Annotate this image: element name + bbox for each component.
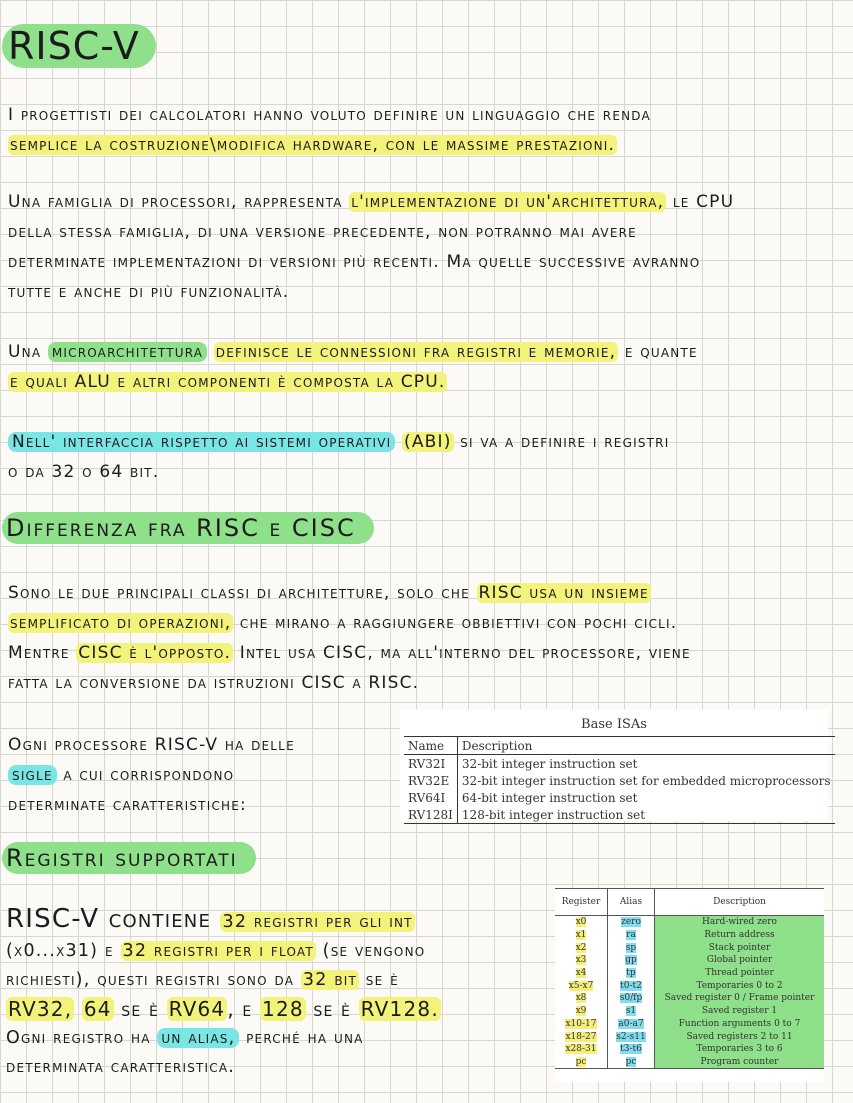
- reg-header-description: Description: [655, 889, 825, 916]
- base-isa-table: [400, 709, 831, 822]
- reg-highlight-rv64: RV64: [168, 997, 226, 1021]
- reg-cell-alias: pc: [625, 1056, 637, 1067]
- table-row: [404, 806, 835, 824]
- reg-header-alias: Alias: [608, 889, 655, 916]
- reg-cell-register: x1: [575, 930, 587, 941]
- micro-highlight-line2: e quali ALU e altri componenti è composta la CPU.: [10, 372, 446, 392]
- section-heading-differenza: Differenza fra RISC e CISC: [2, 512, 374, 544]
- reg-cell-description: Saved registers 2 to 11: [655, 1030, 825, 1043]
- reg-highlight-int: 32 registri per gli int: [222, 912, 413, 932]
- reg-cell-alias: gp: [625, 955, 637, 966]
- micro-text-1: Una: [8, 342, 42, 362]
- reg-cell-description: Return address: [655, 929, 825, 942]
- reg-text-9: Ogni registro ha: [6, 1028, 158, 1048]
- micro-highlight-def: definisce le connessioni fra registri e memorie,: [215, 342, 617, 362]
- reg-cell-description: Saved register 1: [655, 1005, 825, 1018]
- micro-text-2: e quante: [618, 342, 698, 362]
- reg-text-7: , e: [227, 997, 261, 1021]
- section-heading-registri: Registri supportati: [2, 842, 256, 874]
- isa-header-description: Description: [457, 737, 834, 755]
- sigle-line-1: Ogni processore RISC-V ha delle: [8, 735, 295, 755]
- reg-cell-register: pc: [575, 1056, 587, 1067]
- family-line-3: determinate implementazioni di versioni più recenti. Ma quelle successive avranno: [8, 252, 701, 272]
- abi-term: (ABI): [404, 432, 452, 452]
- isa-cell-description: 128-bit integer instruction set: [457, 806, 834, 824]
- reg-line-6: determinata caratteristica.: [6, 1057, 236, 1077]
- reg-cell-alias: a0-a7: [618, 1018, 644, 1029]
- family-line-4: tutte e anche di più funzionalità.: [8, 282, 290, 302]
- table-row: [555, 929, 824, 942]
- reg-text-3: (se vengono: [315, 941, 426, 961]
- reg-cell-register: x9: [575, 1006, 587, 1017]
- intro-highlight: semplice la costruzione\modifica hardware, con le massime prestazioni.: [10, 135, 616, 155]
- table-row: [404, 789, 835, 806]
- reg-text-2: (x0...x31) e: [6, 941, 121, 961]
- abi-paragraph: [8, 427, 853, 487]
- table-row: [404, 755, 835, 773]
- reg-cell-register: x2: [575, 942, 587, 953]
- isa-cell-name: RV32I: [404, 755, 457, 773]
- reg-highlight-128: 128: [262, 997, 304, 1021]
- reg-cell-register: x18-27: [565, 1031, 597, 1042]
- reg-highlight-alias: un alias,: [157, 1028, 239, 1048]
- reg-cell-description: Hard-wired zero: [655, 916, 825, 929]
- intro-paragraph: [8, 100, 848, 160]
- isa-cell-description: 32-bit integer instruction set: [461, 756, 638, 771]
- family-text-2: le CPU: [666, 192, 735, 212]
- reg-cell-register: x28-31: [565, 1044, 597, 1055]
- diff-text-2: che mirano a raggiungere obbiettivi con pochi cicli.: [233, 613, 678, 633]
- reg-cell-description: Temporaries 0 to 2: [655, 979, 825, 992]
- reg-cell-alias: s2-s11: [616, 1031, 646, 1042]
- register-table: [555, 888, 824, 1082]
- reg-cell-register: x5-x7: [568, 980, 594, 991]
- reg-text-1: RISC-V contiene: [6, 904, 221, 934]
- isa-cell-name: RV32E: [404, 772, 457, 789]
- isa-caption: Base ISAs: [581, 717, 647, 732]
- reg-cell-description: Program counter: [655, 1056, 825, 1069]
- reg-cell-description: Global pointer: [655, 954, 825, 967]
- table-row: [555, 1043, 824, 1056]
- reg-highlight-rv128: RV128.: [360, 997, 439, 1021]
- reg-highlight-rv32: RV32,: [8, 997, 73, 1021]
- sigle-line-3: determinate caratteristiche:: [8, 795, 247, 815]
- table-row: [555, 992, 824, 1005]
- micro-highlight-term: microarchitettura: [48, 342, 207, 362]
- table-row: [555, 916, 824, 929]
- reg-cell-alias: ra: [626, 930, 636, 941]
- family-line-2: della stessa famiglia, di una versione precedente, non potranno mai avere: [8, 222, 637, 242]
- table-row: [555, 941, 824, 954]
- diff-line-4: fatta la conversione da istruzioni CISC a RISC.: [8, 673, 420, 693]
- reg-cell-register: x4: [575, 968, 587, 979]
- reg-paragraph: [6, 905, 551, 1082]
- reg-text-4: richiesti), questi registri sono da: [6, 970, 301, 990]
- family-highlight: l'implementazione di un'architettura,: [351, 192, 665, 212]
- page-title: RISC-V: [2, 24, 156, 68]
- table-row: [555, 1030, 824, 1043]
- reg-text-10: perché ha una: [239, 1028, 364, 1048]
- micro-paragraph: [8, 337, 848, 397]
- table-row: [555, 1056, 824, 1069]
- reg-cell-description: Thread pointer: [655, 967, 825, 980]
- reg-cell-register: x8: [575, 993, 587, 1004]
- sigle-text: a cui corrispondono: [56, 765, 235, 785]
- table-row: [555, 967, 824, 980]
- table-row: [555, 979, 824, 992]
- abi-highlight: Nell' interfaccia rispetto ai sistemi operativi: [8, 432, 395, 452]
- diff-text-4: Intel usa CISC, ma all'interno del processore, viene: [233, 643, 691, 663]
- table-row: [555, 1005, 824, 1018]
- reg-text-8: se è: [305, 997, 359, 1021]
- reg-cell-alias: s0/fp: [619, 993, 643, 1004]
- diff-text-3: Mentre: [8, 643, 70, 663]
- reg-cell-alias: zero: [621, 917, 641, 928]
- diff-highlight-semplificato: semplificato di operazioni,: [10, 613, 232, 633]
- diff-paragraph: [8, 578, 853, 698]
- sigle-highlight: sigle: [8, 765, 57, 785]
- isa-cell-name: RV64I: [404, 789, 457, 806]
- isa-cell-name: RV128I: [404, 806, 457, 824]
- reg-cell-description: Stack pointer: [655, 941, 825, 954]
- isa-cell-description: 32-bit integer instruction set for embedded microprocessors: [461, 773, 831, 788]
- intro-line-1: I progettisti dei calcolatori hanno voluto definire un linguaggio che renda: [8, 105, 651, 125]
- table-row: [404, 772, 835, 789]
- reg-cell-alias: sp: [625, 942, 637, 953]
- reg-cell-register: x0: [575, 917, 587, 928]
- reg-cell-alias: s1: [625, 1006, 637, 1017]
- reg-highlight-float: 32 registri per i float: [122, 941, 314, 961]
- table-row: [555, 1018, 824, 1031]
- reg-cell-description: Temporaries 3 to 6: [655, 1043, 825, 1056]
- reg-cell-description: Function arguments 0 to 7: [655, 1018, 825, 1031]
- reg-highlight-64: 64: [83, 997, 112, 1021]
- abi-line-2: o da 32 o 64 bit.: [8, 462, 160, 482]
- reg-cell-alias: t3-t6: [620, 1044, 642, 1055]
- diff-highlight-risc: RISC usa un insieme: [478, 583, 649, 603]
- reg-text-6: se è: [113, 997, 167, 1021]
- reg-cell-alias: tp: [626, 968, 636, 979]
- diff-text-1: Sono le due principali classi di architetture, solo che: [8, 583, 470, 603]
- reg-highlight-32bit: 32 bit: [302, 970, 358, 990]
- reg-cell-register: x10-17: [565, 1018, 597, 1029]
- reg-text-5: se è: [359, 970, 399, 990]
- isa-cell-description: 64-bit integer instruction set: [461, 790, 638, 805]
- table-row: [555, 954, 824, 967]
- family-text-1: Una famiglia di processori, rappresenta: [8, 192, 343, 212]
- reg-cell-description: Saved register 0 / Frame pointer: [655, 992, 825, 1005]
- abi-text: si va a definire i registri: [453, 432, 670, 452]
- family-paragraph: [8, 187, 848, 307]
- reg-cell-register: x3: [575, 955, 587, 966]
- diff-highlight-cisc: CISC è l'opposto.: [78, 643, 232, 663]
- sigle-paragraph: [8, 730, 398, 820]
- reg-cell-alias: t0-t2: [620, 980, 642, 991]
- isa-header-name: Name: [404, 737, 457, 755]
- reg-header-register: Register: [555, 889, 608, 916]
